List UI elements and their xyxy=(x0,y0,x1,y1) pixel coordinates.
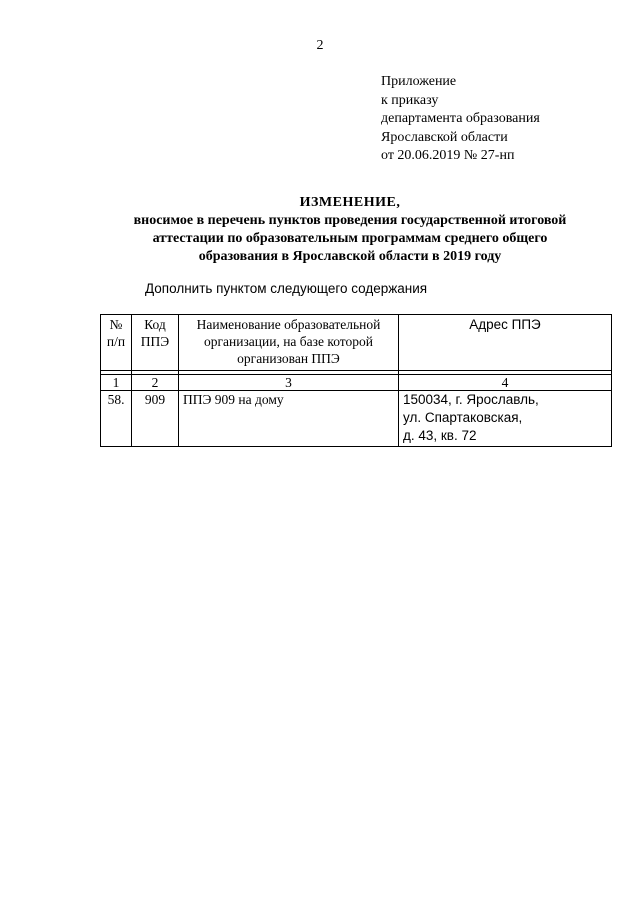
title-line: образования в Ярославской области в 2019 году xyxy=(198,249,502,264)
header-number: № п/п xyxy=(101,315,132,371)
appendix-block xyxy=(381,73,540,166)
row-address xyxy=(399,391,612,447)
appendix-line: Ярославской области xyxy=(381,129,508,145)
title-heading: ИЗМЕНЕНИЕ, xyxy=(299,195,401,210)
title-line: вносимое в перечень пунктов проведения государственной итоговой xyxy=(133,213,567,228)
column-number-row xyxy=(101,375,612,391)
header-organization: Наименование образовательной организации, на базе которой организован ППЭ xyxy=(179,315,399,371)
intro-text: Дополнить пунктом следующего содержания xyxy=(145,281,428,296)
row-number: 58. xyxy=(101,391,132,447)
row-code: 909 xyxy=(132,391,179,447)
column-number: 2 xyxy=(132,375,179,391)
header-code: Код ППЭ xyxy=(132,315,179,371)
address-line: ул. Спартаковская, xyxy=(403,410,523,425)
title-line: аттестации по образовательным программам среднего общего xyxy=(152,231,548,246)
appendix-line: Приложение xyxy=(381,74,457,89)
page-number: 2 xyxy=(316,38,324,53)
appendix-line: департамента образования xyxy=(381,111,540,126)
column-number: 4 xyxy=(399,375,612,391)
column-number: 1 xyxy=(101,375,132,391)
row-organization: ППЭ 909 на дому xyxy=(179,391,399,447)
appointment-table xyxy=(100,314,612,447)
appendix-date-line: от 20.06.2019 № 27-нп xyxy=(381,148,515,163)
appendix-line: к приказу xyxy=(381,92,439,108)
table-row xyxy=(101,391,612,447)
address-line: д. 43, кв. 72 xyxy=(403,428,477,443)
table-header-row xyxy=(101,315,612,371)
column-number: 3 xyxy=(179,375,399,391)
document-title xyxy=(90,194,610,266)
header-address: Адрес ППЭ xyxy=(399,315,612,371)
address-line: 150034, г. Ярославль, xyxy=(403,392,539,407)
